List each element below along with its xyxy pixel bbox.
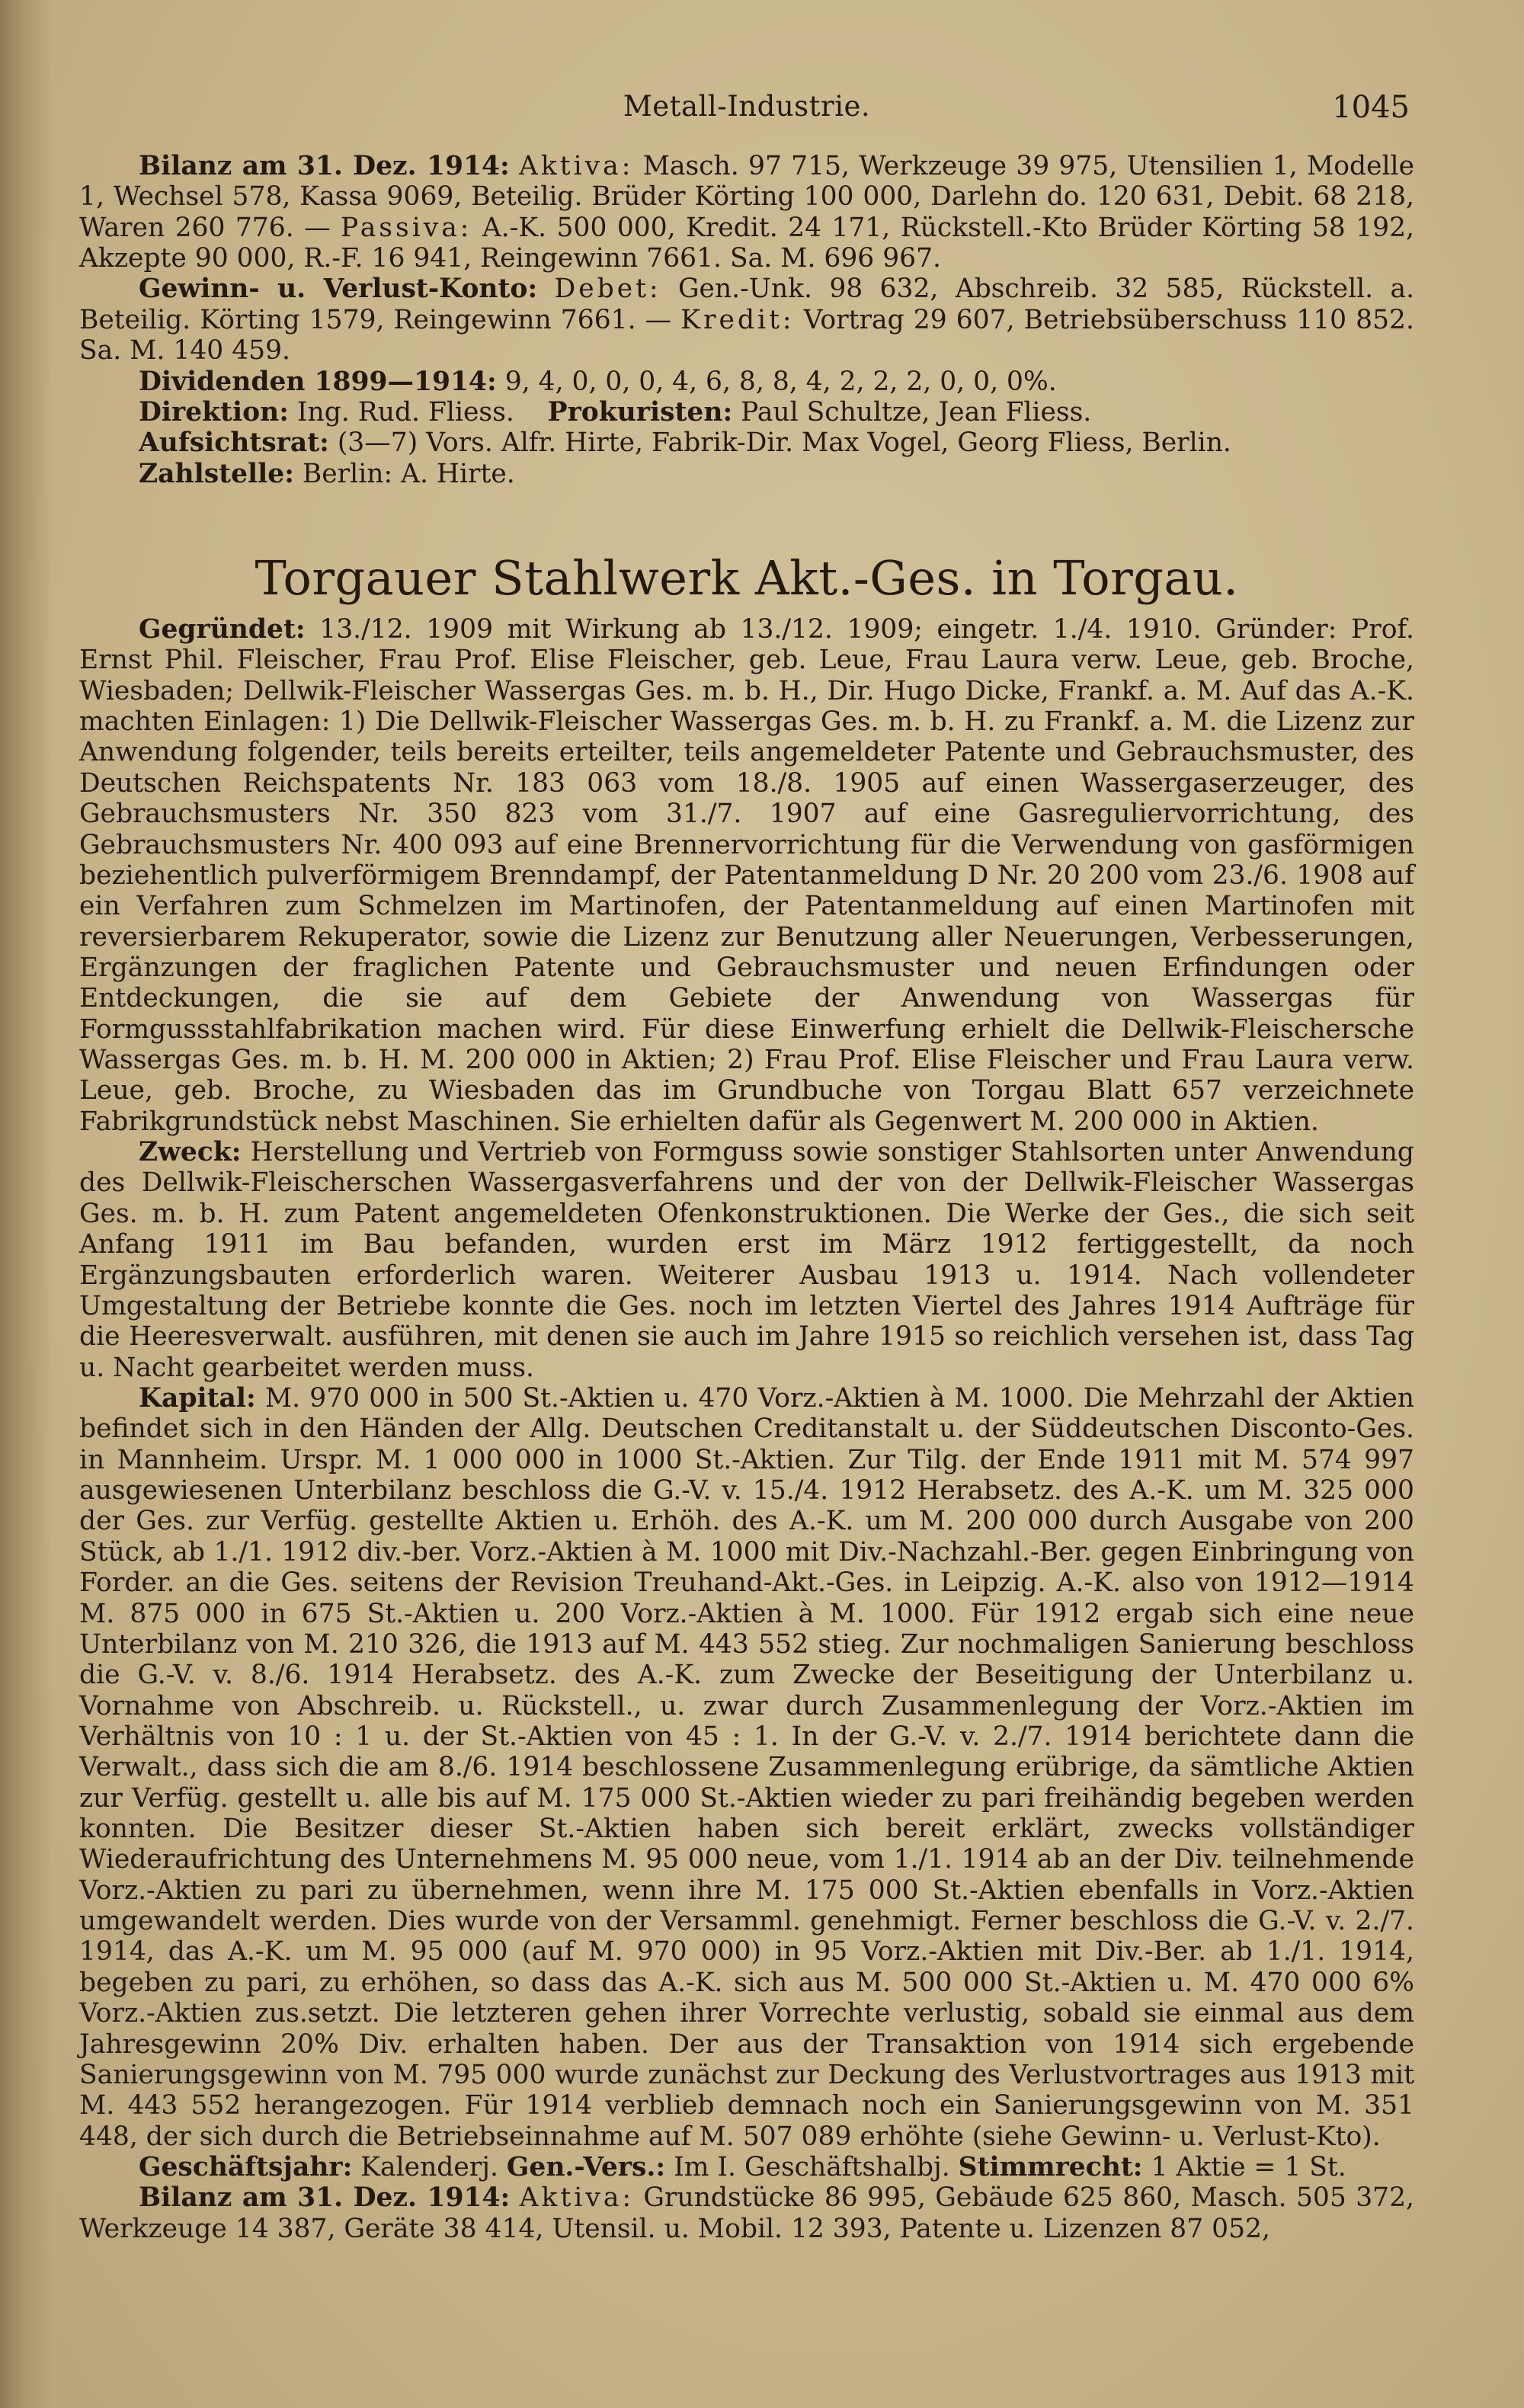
bilanz-paragraph: Bilanz am 31. Dez. 1914: Aktiva: Masch. 97 715, Werkzeuge 39 975, Utensilien 1, Modelle 1, Wechsel 578, Kassa 9069, Beteilig. Brüder Körting 100 000, Darlehn do. 120 631, Debit. 68 218, Waren 260 776. — Passiva: A.-K. 500 000, Kredit. 24 171, Rückstell.-Kto Brüder Körting 58 192, Akzepte 90 000, R.-F. 16 941, Reingewinn 7661. Sa. M. 696 967. (79, 151, 1415, 274)
dividenden-paragraph: Dividenden 1899—1914: 9, 4, 0, 0, 0, 4, 6, 8, 8, 4, 2, 2, 2, 0, 0, 0%. (139, 366, 1057, 397)
bilanz-1914-paragraph: Bilanz am 31. Dez. 1914: Aktiva: Grundstücke 86 995, Gebäude 625 860, Masch. 505 372, Werkzeuge 14 387, Geräte 38 414, Utensil. u. Mobil. 12 393, Patente u. Lizenzen 87 052, (79, 2182, 1415, 2244)
page-edge-shadow (0, 0, 53, 2408)
previous-entry (79, 151, 1414, 489)
gewinn-verlust-paragraph: Gewinn- u. Verlust-Konto: Debet: Gen.-Unk. 98 632, Abschreib. 32 585, Rückstell. a. Beteilig. Körting 1579, Reingewinn 7661. — Kredit: Vortrag 29 607, Betriebsüberschuss 110 852. Sa. M. 140 459. (79, 274, 1415, 367)
direktion-paragraph: Direktion: Ing. Rud. Fliess. Prokuristen: Paul Schultze, Jean Fliess. (139, 396, 1092, 427)
company-entry (79, 614, 1414, 2244)
kapital-paragraph: Kapital: M. 970 000 in 500 St.-Aktien u. 470 Vorz.-Aktien à M. 1000. Die Mehrzahl der Aktien befindet sich in den Händen der Allg. Deutschen Creditanstalt u. der Süddeutschen Disconto-Ges. in Mannheim. Urspr. M. 1 000 000 in 1000 St.-Aktien. Zur Tilg. der Ende 1911 mit M. 574 997 ausgewiesenen Unterbilanz beschloss die G.-V. v. 15./4. 1912 Herabsetz. des A.-K. um M. 325 000 der Ges. zur Verfüg. gestellte Aktien u. Erhöh. des A.-K. um M. 200 000 durch Ausgabe von 200 Stück, ab 1./1. 1912 div.-ber. Vorz.-Aktien à M. 1000 mit Div.-Nachzahl.-Ber. gegen Einbringung von Forder. an die Ges. seitens der Revision Treuhand-Akt.-Ges. in Leipzig. A.-K. also von 1912—1914 M. 875 000 in 675 St.-Aktien u. 200 Vorz.-Aktien à M. 1000. Für 1912 ergab sich eine neue Unterbilanz von M. 210 326, die 1913 auf M. 443 552 stieg. Zur nochmaligen Sanierung beschloss die G.-V. v. 8./6. 1914 Herabsetz. des A.-K. zum Zwecke der Beseitigung der Unterbilanz u. Vornahme von Abschreib. u. Rückstell., u. zwar durch Zusammenlegung der Vorz.-Aktien im Verhältnis von 10 : 1 u. der St.-Aktien von 45 : 1. In der G.-V. v. 2./7. 1914 berichtete dann die Verwalt., dass sich die am 8./6. 1914 beschlossene Zusammenlegung erübrige, da sämtliche Aktien zur Verfüg. gestellt u. alle bis auf M. 175 000 St.-Aktien wieder zu pari freihändig begeben werden konnten. Die Besitzer dieser St.-Aktien haben sich bereit erklärt, zwecks vollständiger Wiederaufrichtung des Unternehmens M. 95 000 neue, vom 1./1. 1914 ab an der Div. teilnehmende Vorz.-Aktien zu pari zu übernehmen, wenn ihre M. 175 000 St.-Aktien ebenfalls in Vorz.-Aktien umgewandelt werden. Dies wurde von der Versamml. genehmigt. Ferner beschloss die G.-V. v. 2./7. 1914, das A.-K. um M. 95 000 (auf M. 970 000) in 95 Vorz.-Aktien mit Div.-Ber. ab 1./1. 1914, begeben zu pari, zu erhöhen, so dass das A.-K. sich aus M. 500 000 St.-Aktien u. M. 470 000 6% Vorz.-Aktien zus.setzt. Die letzteren gehen ihrer Vorrechte verlustig, sobald sie einmal aus dem Jahresgewinn 20% Div. erhalten haben. Der aus der Transaktion von 1914 sich ergebende Sanierungsgewinn von M. 795 000 wurde zunächst zur Deckung des Verlustvortrages aus 1913 mit M. 443 552 herangezogen. Für 1914 verblieb demnach noch ein Sanierungsgewinn von M. 351 448, der sich durch die Betriebseinnahme auf M. 507 089 erhöhte (siehe Gewinn- u. Verlust-Kto). (79, 1382, 1414, 2152)
company-title: Torgauer Stahlwerk Akt.-Ges. in Torgau. (255, 550, 1239, 606)
running-title: Metall-Industrie. (623, 90, 871, 123)
aufsichtsrat-paragraph: Aufsichtsrat: (3—7) Vors. Alfr. Hirte, Fabrik-Dir. Max Vogel, Georg Fliess, Berlin. (139, 427, 1231, 459)
zahlstelle-paragraph: Zahlstelle: Berlin: A. Hirte. (139, 458, 515, 489)
zweck-paragraph: Zweck: Herstellung und Vertrieb von Formguss sowie sonstiger Stahlsorten unter Anwendung des Dellwik-Fleischerschen Wassergasverfahrens und der von der Dellwik-Fleischer Wassergas Ges. m. b. H. zum Patent angemeldeten Ofenkonstruktionen. Die Werke der Ges., die sich seit Anfang 1911 im Bau befanden, wurden erst im März 1912 fertiggestellt, da noch Ergänzungsbauten erforderlich waren. Weiterer Ausbau 1913 u. 1914. Nach vollendeter Umgestaltung der Betriebe konnte die Ges. noch im letzten Viertel des Jahres 1914 Aufträge für die Heeresverwalt. ausführen, mit denen sie auch im Jahre 1915 so reichlich versehen ist, dass Tag u. Nacht gearbeitet werden muss. (79, 1137, 1415, 1383)
page-number: 1045 (1332, 90, 1410, 125)
gegruendet-paragraph: Gegründet: 13./12. 1909 mit Wirkung ab 13./12. 1909; eingetr. 1./4. 1910. Gründer: Prof. Ernst Phil. Fleischer, Frau Prof. Elise Fleischer, geb. Leue, Frau Laura verw. Leue, geb. Broche, Wiesbaden; Dellwik-Fleischer Wassergas Ges. m. b. H., Dir. Hugo Dicke, Frankf. a. M. Auf das A.-K. machten Einlagen: 1) Die Dellwik-Fleischer Wassergas Ges. m. b. H. zu Frankf. a. M. die Lizenz zur Anwendung folgender, teils bereits erteilter, teils angemeldeter Patente und Gebrauchsmuster, des Deutschen Reichspatents Nr. 183 063 vom 18./8. 1905 auf einen Wassergaserzeuger, des Gebrauchsmusters Nr. 350 823 vom 31./7. 1907 auf eine Gasreguliervorrichtung, des Gebrauchsmusters Nr. 400 093 auf eine Brennervorrichtung für die Verwendung von gasförmigen beziehentlich pulverförmigem Brenndampf, der Patentanmeldung D Nr. 20 200 vom 23./6. 1908 auf ein Verfahren zum Schmelzen im Martinofen, der Patentanmeldung auf einen Martinofen mit reversierbarem Rekuperator, sowie die Lizenz zur Benutzung aller Neuerungen, Verbesserungen, Ergänzungen der fraglichen Patente und Gebrauchsmuster und neuen Erfindungen oder Entdeckungen, die sie auf dem Gebiete der Anwendung von Wassergas für Formgussstahlfabrikation machen wird. Für diese Einwerfung erhielt die Dellwik-Fleischersche Wassergas Ges. m. b. H. M. 200 000 in Aktien; 2) Frau Prof. Elise Fleischer und Frau Laura verw. Leue, geb. Broche, zu Wiesbaden das im Grundbuche von Torgau Blatt 657 verzeichnete Fabrikgrundstück nebst Maschinen. Sie erhielten dafür als Gegenwert M. 200 000 in Aktien. (79, 614, 1414, 1137)
page-header (84, 90, 1410, 133)
geschaeftsjahr-paragraph: Geschäftsjahr: Kalenderj. Gen.-Vers.: Im I. Geschäftshalbj. Stimmrecht: 1 Aktie = 1 St. (139, 2151, 1346, 2182)
